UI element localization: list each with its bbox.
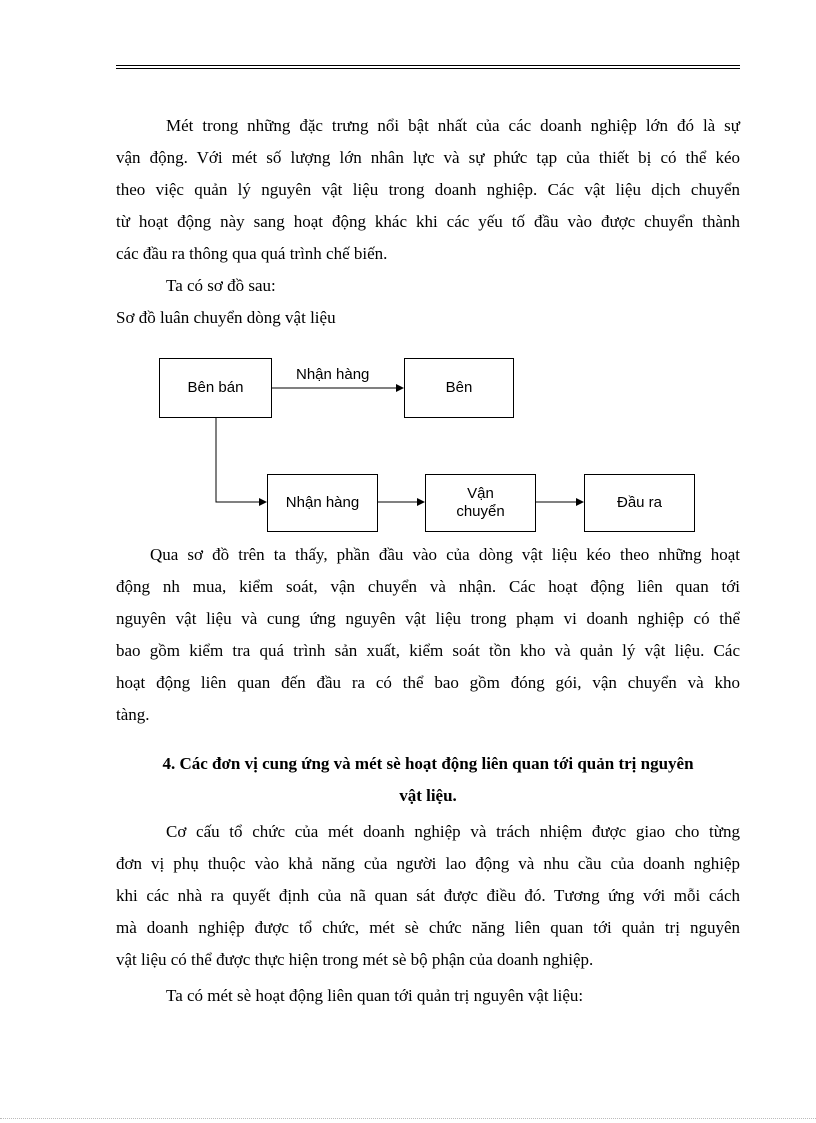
intro-text: Ta có sơ đồ sau: bbox=[166, 276, 276, 295]
diagram-title bbox=[116, 302, 740, 334]
box-buyer: Bên bbox=[404, 358, 514, 418]
paragraph-line: theo việc quản lý nguyên vật liệu trong doanh nghiệp. Các vật liệu dịch chuyển bbox=[116, 180, 740, 199]
diagram-title-text: Sơ đồ luân chuyển dòng vật liệu bbox=[116, 308, 336, 327]
box-output: Đầu ra bbox=[584, 474, 695, 532]
closing-text: Ta có mét sè hoạt động liên quan tới quản trị nguyên vật liệu: bbox=[166, 986, 584, 1005]
section-heading bbox=[116, 748, 740, 812]
paragraph-2 bbox=[116, 539, 740, 731]
box-receive: Nhận hàng bbox=[267, 474, 378, 532]
paragraph-3 bbox=[116, 816, 740, 976]
paragraph-line: khi các nhà ra quyết định của nã quan sát được điều đó. Tương ứng với mỗi cách bbox=[116, 886, 740, 905]
paragraph-line: đơn vị phụ thuộc vào khả năng của người lao động và nhu cầu của doanh nghiệp bbox=[116, 854, 740, 873]
paragraph-line: các đầu ra thông qua quá trình chế biến. bbox=[116, 244, 388, 263]
paragraph-line: hoạt động liên quan đến đầu ra có thể bao gồm đóng gói, vận chuyển và kho bbox=[116, 673, 740, 692]
arrow-label-receive: Nhận hàng bbox=[296, 366, 370, 383]
paragraph-line: Cơ cấu tổ chức của mét doanh nghiệp và trách nhiệm được giao cho từng bbox=[166, 822, 740, 841]
paragraph-line: mà doanh nghiệp được tổ chức, mét sè chức năng liên quan tới quản trị nguyên bbox=[116, 918, 740, 937]
box-seller: Bên bán bbox=[159, 358, 272, 418]
header-rule-thick bbox=[116, 68, 740, 69]
arrow-seller-to-receive bbox=[216, 417, 266, 502]
section-heading-line-1: 4. Các đơn vị cung ứng và mét sè hoạt động liên quan tới quản trị nguyên bbox=[162, 754, 694, 773]
section-heading-line-2: vật liệu. bbox=[399, 786, 457, 805]
intro-line bbox=[116, 270, 740, 302]
box-transport-line-1: Vận bbox=[467, 485, 494, 502]
box-transport bbox=[425, 474, 536, 532]
box-transport-line-2: chuyển bbox=[456, 503, 505, 520]
paragraph-line: bao gồm kiểm tra quá trình sản xuất, kiểm soát tồn kho và quản lý vật liệu. Các bbox=[116, 641, 740, 660]
header-rule-thin bbox=[116, 65, 740, 66]
paragraph-line: Qua sơ đồ trên ta thấy, phần đầu vào của dòng vật liệu kéo theo những hoạt bbox=[150, 545, 740, 564]
page-bottom-border bbox=[0, 1118, 816, 1119]
paragraph-line: Mét trong những đặc trưng nổi bật nhất của các doanh nghiệp lớn đó là sự bbox=[166, 116, 740, 135]
paragraph-line: động nh mua, kiểm soát, vận chuyển và nhận. Các hoạt động liên quan tới bbox=[116, 577, 740, 596]
paragraph-line: vận động. Với mét số lượng lớn nhân lực và sự phức tạp của thiết bị có thể kéo bbox=[116, 148, 740, 167]
paragraph-line: từ hoạt động này sang hoạt động khác khi các yếu tố đầu vào được chuyển thành bbox=[116, 212, 740, 231]
paragraph-1 bbox=[116, 110, 740, 270]
paragraph-line: tàng. bbox=[116, 705, 150, 724]
paragraph-line: vật liệu có thể được thực hiện trong mét sè bộ phận của doanh nghiệp. bbox=[116, 950, 594, 969]
paragraph-line: nguyên vật liệu và cung ứng nguyên vật liệu trong phạm vi doanh nghiệp có thể bbox=[116, 609, 740, 628]
closing-line bbox=[116, 980, 740, 1012]
